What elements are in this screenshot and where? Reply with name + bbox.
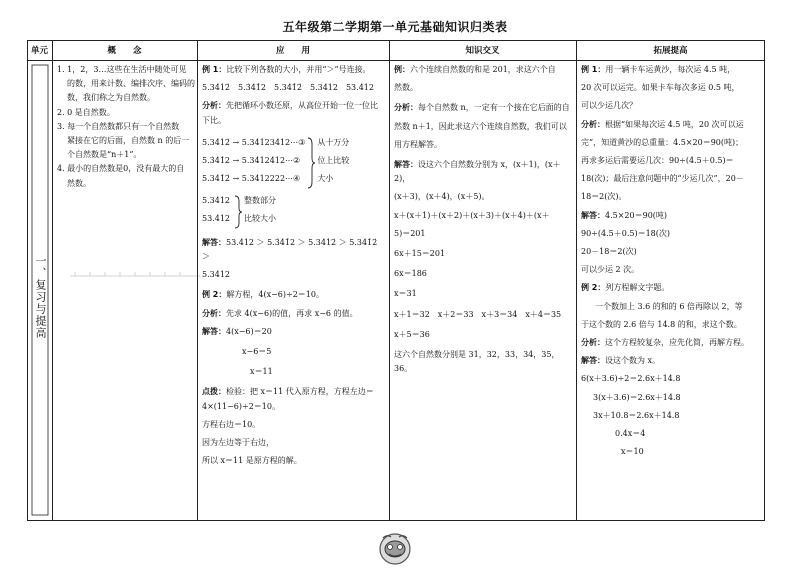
ornament-icon xyxy=(375,528,415,568)
analysis-text: 根据“如果每次运 4.5 吨，20 次可以运 xyxy=(605,119,744,129)
answer-text: 20－18＝2(次) xyxy=(581,247,637,257)
column-divider xyxy=(389,40,390,521)
header-concept: 概 念 xyxy=(52,40,197,61)
equation-step: x＋1＝32 x＋2＝33 x＋3＝34 x＋4＝35 xyxy=(394,309,562,319)
unit-label: 一、复习与提高 xyxy=(34,255,47,339)
equation-step: 3(x＋3.6)＝2.6x＋14.8 xyxy=(593,392,681,402)
answer-text: 设这六个自然数分别为 x，(x＋1)，(x＋2)， xyxy=(394,160,561,184)
answer-text: 53.412 ＞ 5.3̇41̇2 ＞ 5.34̇12̇ ＞ 5.341̇2̇ ＞ xyxy=(202,237,378,262)
answer-text: 4.5×20＝90(吨) xyxy=(605,210,668,220)
answer-label: 解答： xyxy=(581,356,605,366)
hint-text: 因为左边等于右边， xyxy=(202,438,274,448)
example-label: 例 2： xyxy=(202,290,227,300)
hint-text: 检验：把 x＝11 代入原方程，方程左边＝ xyxy=(226,387,374,397)
analysis-label: 分析： xyxy=(581,338,605,348)
concept-line: 2. 0 是自然数。 xyxy=(57,107,115,117)
column-divider xyxy=(52,40,53,521)
analysis-text: 先把循环小数还原，从高位开始一位一位比 xyxy=(226,101,378,111)
expansion-line: 5.3̇41̇2 → 5.3412412⋯② xyxy=(202,155,301,165)
equation-step: x＝10 xyxy=(621,447,644,457)
analysis-text: 用方程解答。 xyxy=(394,139,442,149)
equation-step: 6x＝186 xyxy=(394,269,427,279)
analysis-text: 再求多运后需要运几次：90÷(4.5＋0.5)＝ xyxy=(581,156,734,166)
analysis-text: 下比。 xyxy=(202,115,226,125)
equation-step: x＋(x＋1)＋(x＋2)＋(x＋3)＋(x＋4)＋(x＋ xyxy=(394,210,550,220)
example-text: 可以少运几次？ xyxy=(581,101,637,111)
column-divider xyxy=(576,40,577,521)
concept-line: 1. 1，2，3…这些在生活中随处可见 xyxy=(57,65,187,74)
concept-line: 个自然数是“n＋1”。 xyxy=(67,150,142,160)
application-column xyxy=(202,63,387,468)
equation-step: x−6＝5 xyxy=(242,347,272,357)
brace-icon xyxy=(307,136,315,190)
analysis-text: 每个自然数 n，一定有一个接在它后面的自 xyxy=(418,103,570,113)
extension-column xyxy=(581,63,763,459)
answer-text: 90÷(4.5＋0.5)＝18(次) xyxy=(581,228,670,238)
example-text: 一个数加上 3.6 的和的 6 倍再除以 2，等 xyxy=(595,301,743,311)
analysis-text: 18(次)；最后注意问题中的“少运几次”，20－ xyxy=(581,174,744,184)
brace-note: 比较大小 xyxy=(244,213,276,223)
faint-number-line xyxy=(70,264,200,284)
header-knowledge: 知识交叉 xyxy=(389,40,576,61)
equation-step: x＝11 xyxy=(250,367,273,377)
analysis-label: 分析： xyxy=(581,119,605,129)
equation-step: 5)＝201 xyxy=(394,228,426,238)
answer-text: 4(x−6)＝20 xyxy=(226,326,272,336)
analysis-text: 然数 n＋1，因此求这六个连续自然数，我们可以 xyxy=(394,121,567,131)
hint-text: 所以 x＝11 是原方程的解。 xyxy=(202,456,302,466)
analysis-label: 分析： xyxy=(202,101,226,111)
example-text: 用一辆卡车运黄沙，每次运 4.5 吨， xyxy=(605,65,736,74)
concept-column xyxy=(57,63,195,191)
hint-text: 4×(11−6)÷2＝10。 xyxy=(202,401,280,411)
answer-label: 解答： xyxy=(394,160,418,170)
answer-text: 设这个数为 x。 xyxy=(605,356,661,366)
brace-note: 大小 xyxy=(317,173,334,183)
brace-note: 位上比较 xyxy=(317,155,350,165)
equation-step: 0.4x＝4 xyxy=(615,429,646,439)
header-unit: 单元 xyxy=(27,40,52,61)
integer-line: 53.412 xyxy=(202,213,230,223)
example-text: 解方程，4(x−6)÷2＝10。 xyxy=(226,290,324,300)
concept-line: 数，我们称之为自然数。 xyxy=(67,93,155,103)
analysis-text: 完”，知道黄沙的总重量：4.5×20＝90(吨)； xyxy=(581,137,744,147)
equation-step: 6x＋15＝201 xyxy=(394,249,446,259)
analysis-text: 先求 4(x−6)的值，再求 x−6 的值。 xyxy=(226,308,358,318)
hint-text: 方程右边＝10。 xyxy=(202,419,261,429)
example-label: 例： xyxy=(394,65,410,74)
numbers-row: 5.34̇12̇ 5.3̇41̇2 5.341̇2̇ 5.3412 53.412 xyxy=(202,83,374,93)
example-text: 20 次可以运完。如果卡车每次多运 0.5 吨， xyxy=(581,83,740,93)
example-text: 比较下列各数的大小，并用“＞”号连接。 xyxy=(226,65,371,74)
header-extension: 拓展提高 xyxy=(576,40,765,61)
concept-line: 的数，用来计数、编排次序、编码的 xyxy=(67,79,195,89)
hint-label: 点拨： xyxy=(202,387,226,397)
result-text: 这六个自然数分别是 31，32，33，34，35，36。 xyxy=(394,350,560,374)
analysis-label: 分析： xyxy=(394,103,418,113)
concept-line: 紧接在它的后面，自然数 n 的后一 xyxy=(67,136,190,146)
example-text: 六个连续自然数的和是 201，求这六个自 xyxy=(410,65,556,74)
equation-step: x＝31 xyxy=(394,289,417,299)
concept-line: 4. 最小的自然数是0，没有最大的自 xyxy=(57,164,185,174)
example-text: 于这个数的 2.6 倍与 14.8 的和，求这个数。 xyxy=(581,319,742,329)
answer-text: 可以少运 2 次。 xyxy=(581,265,640,275)
equation-step: x＋5＝36 xyxy=(394,329,430,339)
analysis-text: 18＝2(次)。 xyxy=(581,192,627,202)
page-title: 五年级第二学期第一单元基础知识归类表 xyxy=(282,20,508,34)
answer-label: 解答： xyxy=(202,326,226,336)
integer-line: 5.3412 xyxy=(202,195,230,205)
knowledge-column xyxy=(394,63,574,376)
equation-step: 6(x＋3.6)÷2＝2.6x＋14.8 xyxy=(581,374,681,384)
answer-text: 5.3412 xyxy=(202,270,230,280)
concept-line: 3. 每一个自然数都只有一个自然数 xyxy=(57,121,180,131)
analysis-text: 这个方程较复杂，应先化简，再解方程。 xyxy=(605,338,749,348)
brace-icon xyxy=(234,194,242,230)
answer-label: 解答： xyxy=(581,210,605,220)
expansion-group xyxy=(202,134,387,190)
concept-line: 然数。 xyxy=(67,178,91,188)
example-text: 然数。 xyxy=(394,83,418,93)
example-label: 例 1： xyxy=(581,65,606,74)
brace-note: 整数部分 xyxy=(244,195,276,205)
equation-step: 3x＋10.8＝2.6x＋14.8 xyxy=(593,410,680,420)
integer-group xyxy=(202,192,387,230)
analysis-label: 分析： xyxy=(202,308,226,318)
example-text: 列方程解文字题。 xyxy=(605,283,670,293)
answer-text: (x＋3)，(x＋4)，(x＋5)。 xyxy=(394,192,490,202)
example-label: 例 2： xyxy=(581,283,606,293)
header-application: 应 用 xyxy=(197,40,389,61)
example-label: 例 1： xyxy=(202,65,227,74)
brace-note: 从十万分 xyxy=(317,137,350,147)
expansion-line: 5.341̇2̇ → 5.3412222⋯④ xyxy=(202,173,301,183)
answer-label: 解答： xyxy=(202,237,226,247)
expansion-line: 5.34̇12̇ → 5.34123412⋯③ xyxy=(202,137,306,147)
